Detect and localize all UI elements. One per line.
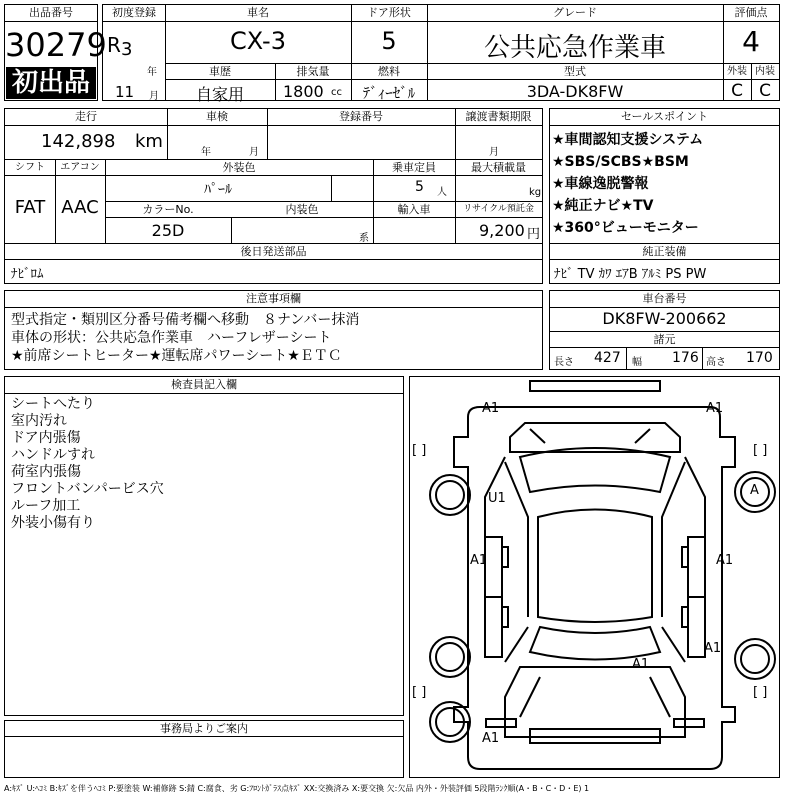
interior-color-unit: 系 xyxy=(359,233,369,244)
damage-mark-left-door: A1 xyxy=(470,553,488,568)
type-label: 型式 xyxy=(564,65,586,78)
chassis-box xyxy=(549,290,780,370)
shift: FAT xyxy=(14,197,46,218)
sales-point: ★SBS/SCBS★BSM xyxy=(552,154,689,170)
mileage: 142,898 xyxy=(41,131,116,152)
inspector-list xyxy=(11,396,164,532)
width: 176 xyxy=(672,350,699,366)
damage-mark-left-fender: U1 xyxy=(488,491,506,506)
height-label: 高さ xyxy=(706,357,726,368)
history: 自家用 xyxy=(195,85,244,104)
notes-label: 注意事項欄 xyxy=(246,292,301,305)
sales-point: ★純正ナビ★TV xyxy=(552,198,654,214)
aircon: AAC xyxy=(61,197,99,218)
chassis-label: 車台番号 xyxy=(642,292,687,305)
month: 11 xyxy=(115,83,135,101)
inspector-item: 外装小傷有り xyxy=(11,515,95,531)
note-line: 車体の形状：公共応急作業車 ハーフレザーシート xyxy=(11,330,332,346)
note-line: ★前席シートヒーター★運転席パワーシート★ＥＴＣ xyxy=(11,348,342,364)
exterior-color-label: 外装色 xyxy=(222,161,256,174)
inspection-month-unit: 月 xyxy=(249,147,259,158)
import-label: 輸入車 xyxy=(397,203,431,216)
sales-point: ★車線逸脱警報 xyxy=(552,176,649,192)
color-no: 25D xyxy=(151,221,185,240)
recycle-fee: 9,200 xyxy=(479,221,525,240)
model-name: CX-3 xyxy=(230,27,286,55)
score: 4 xyxy=(742,25,760,58)
sales-points-label: セールスポイント xyxy=(620,110,708,123)
inspector-box xyxy=(4,376,404,716)
chassis-number: DK8FW-200662 xyxy=(602,309,727,328)
recycle-label: リサイクル預託金 xyxy=(463,204,534,214)
transfer-label: 譲渡書類期限 xyxy=(465,110,532,123)
fuel: ﾃﾞｨｰｾﾞﾙ xyxy=(362,84,416,102)
notes-list xyxy=(11,311,359,365)
sales-points-box xyxy=(549,108,780,284)
era-year: 3 xyxy=(121,39,133,60)
inspector-item: 荷室内張傷 xyxy=(11,464,81,480)
reg-no-label: 登録番号 xyxy=(339,110,383,123)
color-no-label: カラーNo. xyxy=(142,203,194,216)
displacement-label: 排気量 xyxy=(296,65,330,78)
inspector-item: ルーフ加工 xyxy=(11,498,81,514)
sales-points-list xyxy=(552,129,778,239)
capacity-label: 乗車定員 xyxy=(392,161,436,174)
ext-label: 外装 xyxy=(727,66,747,77)
inspector-item: フロントバンパービス穴 xyxy=(11,481,164,497)
int-label: 内装 xyxy=(755,66,775,77)
height: 170 xyxy=(746,350,773,366)
inspector-item: ハンドルすれ xyxy=(11,447,95,463)
displacement: 1800 xyxy=(283,82,324,101)
capacity: 5 xyxy=(415,179,424,195)
doors: 5 xyxy=(381,27,397,55)
vehicle-data-table xyxy=(4,108,543,284)
shift-label: シフト xyxy=(15,162,45,173)
dims-label: 諸元 xyxy=(653,333,676,346)
doors-label: ドア形状 xyxy=(367,6,411,19)
grade-label: グレード xyxy=(553,6,597,19)
score-label: 評価点 xyxy=(734,6,768,19)
displacement-unit: cc xyxy=(331,87,342,98)
lot-number-label: 出品番号 xyxy=(29,6,73,19)
exterior-color: ﾊﾟｰﾙ xyxy=(204,182,232,198)
inspection-label: 車検 xyxy=(206,110,228,123)
inspector-item: シートへたり xyxy=(11,396,95,412)
year-suffix: 年 xyxy=(147,67,157,78)
width-label: 幅 xyxy=(632,357,642,368)
grade: 公共応急作業車 xyxy=(483,33,666,63)
damage-mark-rear-left: A1 xyxy=(482,731,500,746)
transfer-month-unit: 月 xyxy=(489,147,499,158)
history-label: 車歴 xyxy=(209,65,231,78)
damage-mark-front-left: A1 xyxy=(482,401,500,416)
recycle-unit: 円 xyxy=(527,227,541,242)
bracket-marker: [ ] xyxy=(753,685,768,700)
mileage-unit: km xyxy=(135,131,163,152)
office-box xyxy=(4,720,404,778)
lot-number-box xyxy=(4,4,107,101)
first-listing-badge: 初出品 xyxy=(6,67,96,99)
mileage-label: 走行 xyxy=(75,110,97,123)
bracket-marker: [ ] xyxy=(412,443,427,458)
equipment: ﾅﾋﾞ TV ｶﾜ ｴｱB ｱﾙﾐ PS PW xyxy=(554,267,707,282)
capacity-unit: 人 xyxy=(437,187,447,198)
note-line: 型式指定・類別区分番号備考欄へ移動 ８ナンバー抹消 xyxy=(11,312,360,328)
inspector-label: 検査員記入欄 xyxy=(171,378,237,391)
inspector-item: ドア内張傷 xyxy=(11,430,81,446)
ext-grade: C xyxy=(731,81,743,101)
load-unit: kg xyxy=(529,187,542,198)
int-grade: C xyxy=(759,81,771,101)
damage-mark-right-door: A1 xyxy=(716,553,734,568)
length-label: 長さ xyxy=(554,357,574,368)
model-type: 3DA-DK8FW xyxy=(526,82,624,101)
later-parts-label: 後日発送部品 xyxy=(240,245,307,258)
era-letter: R xyxy=(107,33,121,57)
month-suffix: 月 xyxy=(149,91,159,102)
lot-number: 30279 xyxy=(5,26,107,64)
car-diagram xyxy=(409,376,780,778)
header-table xyxy=(102,4,780,104)
sales-point: ★360°ビューモニター xyxy=(552,220,699,236)
later-parts: ﾅﾋﾞﾛﾑ xyxy=(11,267,44,282)
notes-box xyxy=(4,290,543,370)
legend: A:ｷｽﾞ U:ﾍｺﾐ B:ｷｽﾞを伴うﾍｺﾐ P:要塗装 W:補修跡 S:錆 C:腐食、劣 G:ﾌﾛﾝﾄｶﾞﾗｽ点ｷｽﾞ XX:交換済み X:要交換 欠:欠品 内外・外装評価 5段階ﾗﾝｸ順(A・B・C・D・E) 1 xyxy=(4,784,590,793)
sales-point: ★車間認知支援システム xyxy=(552,132,704,148)
interior-color-label: 内装色 xyxy=(285,203,319,216)
ac-label: エアコン xyxy=(60,162,100,173)
length: 427 xyxy=(594,350,621,366)
inspection-year-unit: 年 xyxy=(201,147,211,158)
car-outline-drawing xyxy=(410,377,779,777)
bracket-marker: [ ] xyxy=(753,443,768,458)
damage-mark-right-rear: A1 xyxy=(704,641,722,656)
inspector-item: 室内汚れ xyxy=(11,413,67,429)
damage-mark-right-wheel: A xyxy=(750,483,759,498)
first-reg-label: 初度登録 xyxy=(112,6,156,19)
load-label: 最大積載量 xyxy=(471,161,526,174)
damage-mark-front-right: A1 xyxy=(706,401,724,416)
equipment-label: 純正装備 xyxy=(642,245,687,258)
office-label: 事務局よりご案内 xyxy=(160,722,248,735)
damage-mark-rear-hatch: A1 xyxy=(632,657,650,672)
bracket-marker: [ ] xyxy=(412,685,427,700)
model-label: 車名 xyxy=(247,6,269,19)
fuel-label: 燃料 xyxy=(378,65,400,78)
